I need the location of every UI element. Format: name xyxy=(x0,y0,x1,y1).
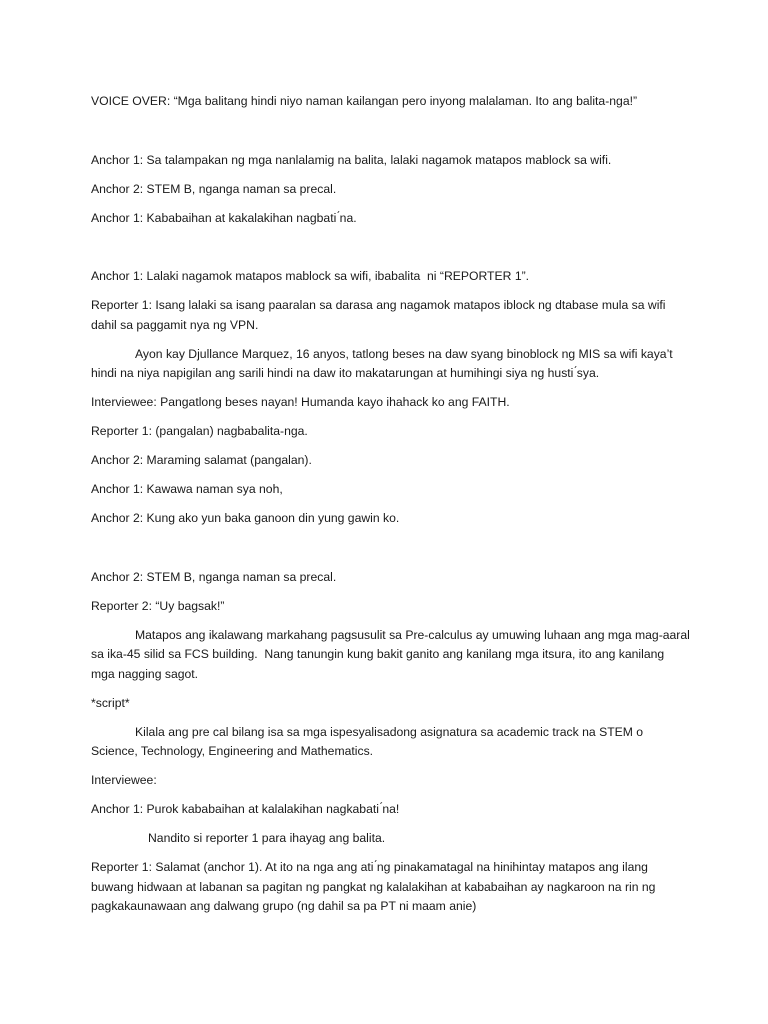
script-line: Anchor 2: STEM B, nganga naman sa precal. xyxy=(91,181,337,196)
voice-over-line: VOICE OVER: “Mga balitang hindi niyo naman kailangan pero inyong malalaman. Ito ang balita-nga!” xyxy=(91,94,638,108)
script-line: Anchor 2: Kung ako yun baka ganoon din yung gawin ko. xyxy=(91,511,400,525)
script-line: Interviewee: Pangatlong beses nayan! Humanda kayo ihahack ko ang FAITH. xyxy=(91,395,510,409)
script-paragraph: Ayon kay Djullance Marquez, 16 anyos, tatlong beses na daw syang binoblock ng MIS sa wifi kaya’t hindi na niya napigilan ang sarili hindi na daw ito makatarungan at humihingi siya ng husti ́sya. xyxy=(91,346,677,380)
script-paragraph: Reporter 1: Salamat (anchor 1). At ito na nga ang ati ́ng pinakamatagal na hinihintay matapos ang ilang buwang hidwaan at labanan sa pagitan ng pangkat ng kalalakihan at kababaihan ay nagkaroon na rin ng pagkakaunawaan ang dalwang grupo (ng dahil sa pa PT ni maam anie) xyxy=(91,860,659,913)
script-line: Anchor 1: Lalaki nagamok matapos mablock sa wifi, ibabalita ni “REPORTER 1”. xyxy=(91,269,530,283)
script-line: Nandito si reporter 1 para ihayag ang balita. xyxy=(148,831,386,845)
script-line: Anchor 1: Kawawa naman sya noh, xyxy=(91,482,283,496)
script-line: Reporter 2: “Uy bagsak!” xyxy=(91,598,225,613)
script-line: Anchor 1: Kababaihan at kakalakihan nagbati ́na. xyxy=(91,210,357,225)
script-paragraph: Reporter 1: Isang lalaki sa isang paaralan sa darasa ang nagamok matapos iblock ng dtabase mula sa wifi dahil sa paggamit nya ng VPN. xyxy=(91,298,669,332)
script-line: Anchor 2: STEM B, nganga naman sa precal. xyxy=(91,569,337,584)
script-line: Anchor 1: Sa talampakan ng mga nanlalamig na balita, lalaki nagamok matapos mablock sa wifi. xyxy=(91,152,612,167)
script-line: Reporter 1: (pangalan) nagbabalita-nga. xyxy=(91,424,308,438)
script-line: *script* xyxy=(91,695,130,710)
script-text xyxy=(91,92,694,917)
script-paragraph: Kilala ang pre cal bilang isa sa mga ispesyalisadong asignatura sa academic track na STEM o Science, Technology, Engineering and Mathematics. xyxy=(91,724,647,758)
script-line: Interviewee: xyxy=(91,773,157,787)
script-line: Anchor 1: Purok kababaihan at kalalakihan nagkabati ́na! xyxy=(91,802,400,816)
script-line: Anchor 2: Maraming salamat (pangalan). xyxy=(91,453,312,467)
script-paragraph: Matapos ang ikalawang markahang pagsusulit sa Pre-calculus ay umuwing luhaan ang mga mag-aaral sa ika-45 silid sa FCS building. Nang tanungin kung bakit ganito ang kanilang mga itsura, ito ang kanilang mga nagging sagot. xyxy=(91,627,694,681)
